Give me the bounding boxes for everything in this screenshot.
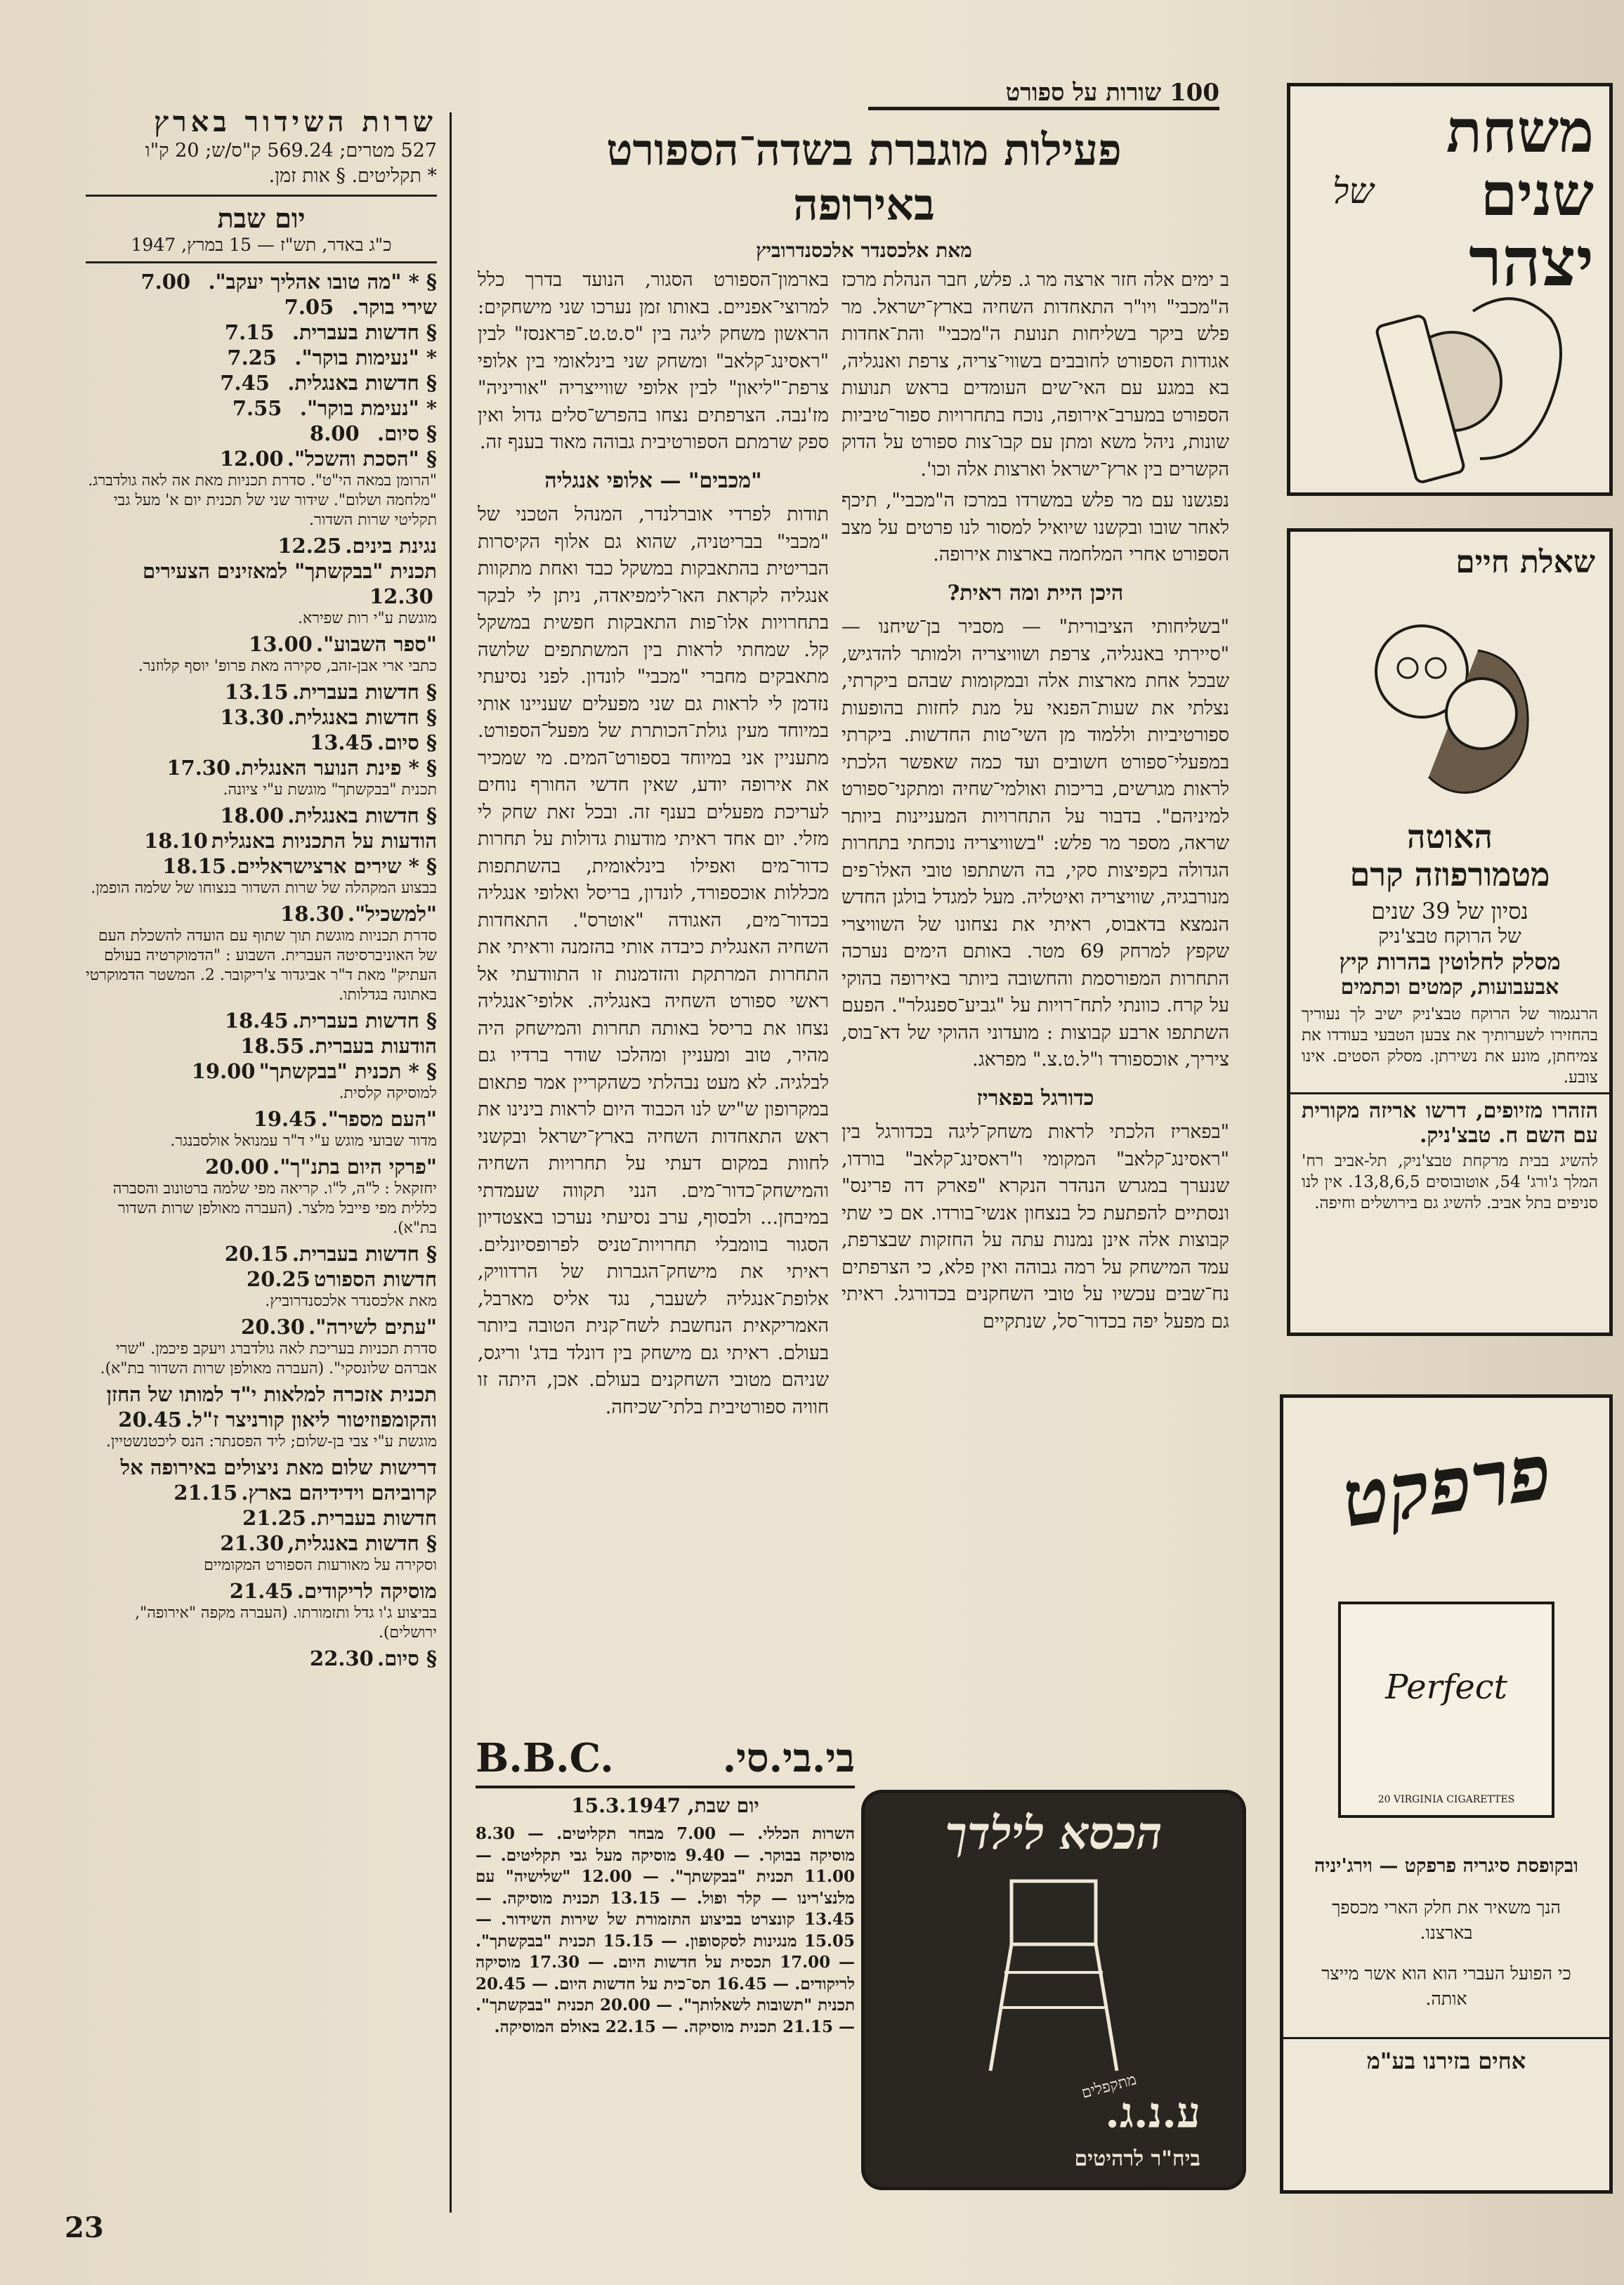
cream-ad-line2: מטמורפוזה קרם	[1349, 856, 1550, 893]
toothpaste-line3: של	[1332, 171, 1374, 211]
toothpaste-line2: שנים	[1480, 159, 1594, 229]
program-line	[86, 1154, 437, 1179]
program-title: § חדשות באנגלית,	[287, 1531, 437, 1555]
program-line	[86, 421, 437, 446]
program-time: 18.00	[220, 804, 284, 827]
toothpaste-line1: משחת	[1446, 96, 1594, 166]
program-item	[86, 1382, 437, 1452]
pack-subtitle: 20 VIRGINIA CIGARETTES	[1377, 1794, 1515, 1805]
bbc-schedule	[476, 1735, 855, 2038]
program-line	[86, 1008, 437, 1033]
program-note: למוסיקה קלסית.	[339, 1085, 437, 1102]
cigarette-pack	[1338, 1602, 1554, 1818]
program-item	[86, 558, 437, 629]
program-item	[86, 294, 437, 320]
divider	[86, 261, 437, 263]
program-time: 20.25	[247, 1267, 310, 1291]
program-time: 19.00	[191, 1059, 256, 1083]
program-time: 21.25	[242, 1506, 306, 1530]
program-title: חדשות הספורט	[314, 1267, 437, 1291]
program-line	[86, 1059, 437, 1084]
program-item	[86, 1033, 437, 1059]
page-number: 23	[65, 2211, 104, 2244]
subheading: היכן היית ומה ראית?	[947, 580, 1124, 605]
program-item	[86, 1314, 437, 1379]
column-rule	[450, 112, 452, 2213]
program-time: 20.00	[205, 1155, 269, 1179]
cigarette-line1: ובקופסת סיגריה פרפקט — וירג'יניה	[1314, 1855, 1578, 1877]
program-time: 7.25	[227, 346, 277, 369]
program-item	[86, 803, 437, 828]
chair-ad-brand: ע.נ.ג.	[1105, 2088, 1200, 2137]
program-line	[86, 1241, 437, 1266]
program-line	[86, 901, 437, 927]
program-title: * "נעימת בוקר".	[299, 396, 437, 420]
program-title: § חדשות בעברית.	[292, 1242, 437, 1266]
program-item	[86, 370, 437, 395]
cream-ad-line4: של הרוקח טבצ'ניק	[1378, 924, 1521, 948]
program-title: § * תכנית "בבקשתך"	[258, 1059, 437, 1083]
program-item	[86, 533, 437, 558]
article-column-left	[478, 267, 829, 1425]
program-note: וסקירה על מאורעות הספורט המקומיים	[204, 1557, 437, 1574]
program-time: 13.00	[249, 632, 313, 656]
radio-frequency: 527 מטרים; 569.24 ק"ס/ש; 20 ק"ו	[145, 140, 437, 162]
program-title: "למשכיל".	[348, 902, 437, 926]
program-item	[86, 1531, 437, 1576]
program-time: 20.15	[224, 1242, 289, 1266]
program-title: * "נעימות בוקר".	[294, 346, 437, 369]
program-time: 18.30	[280, 902, 344, 926]
article-title: פעילות מוגברת בשדה־הספורט באירופה	[606, 124, 1122, 230]
article-paragraph: "בשליחותי הציבורית" — מסביר בן־שיחנו — "סיירתי באנגליה, צרפת ושוויצריה ולמותר להדגיש, שבכל אחת מארצות אלה ובמקומות שבהם ביקרתי, נצלתי את שעות־הפנאי על מנת לחזות בהופעות ספורטיביות וללמוד מן השי־טות החדשות. ביקרתי במפעלי־ספורט חשובים ועד כמה שאפשר הלכתי לראות מגרשים, בריכות ואולמי־שחיה ומתקני־ספורט למיניהם". בדבור על התחרויות המעניינות ביותר שראה, מספר מר פלש: "בשוויצריה נוכחתי בתחרות הגדולה בקפיצות סקי, בה השתתפו טובי האלו־פים מנורבגיה, שוויצריה ואיטליה. מעל למגדל בולגן החדש הנמצא בדאבוס, ראיתי את נצחונו של השוויצרי שקפץ למרחק 69 מטר. באותם הימים נערכה התחרות המפורסמת והחשובה ביותר באירופה בהוקי על קרח. כוונתי לתח־רויות על "גביע־ספנגלר". הפעם השתתפו ארבע קבוצות : מועדוני ההוקי של דא־בוס, ציריך, אוכספורד ו"ל.ט.צ." מפראג.	[842, 616, 1229, 1071]
article-paragraph: נפגשנו עם מר פלש במשרדו במרכז ה"מכבי", תיכף לאחר שובו ובקשנו שיואיל למסור לנו פרטים על מצב הספורט אחרי המלחמה בארצות אירופה.	[842, 490, 1229, 565]
article-paragraph: תודות לפרדי אוברלנדר, המנהל הטכני של "מכבי" בבריטניה, שהוא גם אלוף הקיסרות הבריטית בהתאבקות במשקל כבד ואחת מתקוות אנגליה לקראת האו־לימפיאדה, ניתן לי לבקר בתחרויות אלו־פות התאבקות חפשית במשקל קל. שמחתי לראות בין המשתתפים שלושה מתאבקים מחברי "מכבי" לונדון. לפני נסיעתי נזדמן לי לראות גם שני מפעלים שעניינו אותי במיוחד מעין גולת־הכותרת של מפעל־הספורט. מתעניין אני במיוחד בספורט־המים. מי שמכיר את אירופה יודע, שאין חדשי החורף נוחים לעריכת מפעלים בענף זה. ובכל זאת שחק לי מזלי. יום אחד ראיתי מודעות גדולות על תחרות כדור־מים ואפילו בינלאומית, בהשתתפות מכללות אוכספורד, לונדון, בריסל ואלופי אנגליה בכדור־מים, האגודה "אוטרס". התאחדות השחיה האנגלית כיבדה אותי בהזמנה וראיתי את התחרות המרתקת והזדמנות זו התוודעתי אל ראשי ספורט השחיה באנגליה. אלופי־אנגליה נצחו את בריסל באותה תחרות והמישחק היה מהיר, טוב ומעניין ומהלכו שודר ברדיו גם לבלגיה. לא מעט נבהלתי כשהקריין אמר פתאום במקרופון ש"יש לנו הכבוד היום לראות בינינו את ראש התאחדות השחיה בארץ־ישראל ובקשני לחוות במקום דעתי על תחרויות השחיה והמישחק־כדור־מים. הנני תקווה שעמדתי במיבחן... ולבסוף, ערב נסיעתי נערכו באצטדיון הסגור בוומבלי תחרויות־טניס לפרופסיונלים. ראיתי את מישחק־הגברות של הרדוויק, אלופת־אנגליה לשעבר, נגד אליס מארבל, האמריקאית הנחשבת לשח־קנית הטובה ביותר בעולם. ראיתי גם מישחק בין דונלד בדג' וריגס, שניהם מטובי השחקנים בעולם. אכן, היתה זו חוויה ספורטיבית בלתי־שכיחה.	[478, 504, 829, 1418]
radio-legend: * תקליטים. § אות זמן.	[268, 165, 437, 187]
program-time: 18.15	[162, 854, 227, 878]
program-time: 17.30	[166, 756, 231, 780]
program-item	[86, 1455, 437, 1505]
bbc-date: יום שבת, 15.3.1947	[571, 1794, 759, 1817]
article-paragraph: "בפאריז הלכתי לראות משחק־ליגה בכדורגל בין "ראסינג־קלאב" המקומי ו"ראסינג־קלאב" בורדו, שנערך במגרש הנהדר הנקרא "פארק דה פרינס" ונסתיים להפתעת כל בנצחון אנשי־בורדו. אם כי שתי קבוצות אלה אינן נמנות עתה על החזקות שבצרפת, עמד המישחק על רמה גבוהה ואין פלא, כי הצרפתים נח־שבים עכשיו על טובי השחקנים בכדורגל. ראיתי גם מפעל יפה בכדור־סל, שנתקיים	[842, 1121, 1229, 1333]
program-line	[86, 755, 437, 780]
toothpaste-ad	[1287, 83, 1613, 496]
program-item	[86, 395, 437, 421]
cream-ad-title: שאלת חיים	[1455, 544, 1595, 580]
program-line	[86, 705, 437, 730]
program-list	[86, 269, 437, 1671]
program-line	[86, 828, 437, 853]
program-item	[86, 1154, 437, 1238]
subheading: כדורגל בפאריז	[976, 1085, 1094, 1111]
program-line	[86, 1033, 437, 1059]
program-item	[86, 679, 437, 705]
program-line	[86, 1266, 437, 1292]
program-item	[86, 345, 437, 370]
cigarette-footer: אחים בזירנו בע"מ	[1283, 2037, 1609, 2074]
program-time: 8.00	[310, 421, 360, 445]
program-time: 20.45	[118, 1408, 183, 1432]
program-item	[86, 705, 437, 730]
cream-ad-line1: האוטה	[1406, 818, 1493, 856]
program-note: "הרומן במאה הי"ט". סדרת תכניות מאת אה לאה גולדברג. "מלחמה ושלום". שידור שני של תכנית יום א' מעל גבי תקליטי שרות השדור.	[88, 472, 437, 529]
program-title: תכנית "בבקשתך" למאזינים הצעירים	[142, 559, 437, 583]
high-chair-illustration	[962, 1867, 1145, 2078]
cream-ad-line7: הרנגמור של הרוקח טבצ'ניק ישיב לך נעוריך בהחזירו לשערותיך את צבען הטבעי בעודדו את צמיחתן, מונע את נשירתן. מסלק הסטים. אינו צובע.	[1290, 1000, 1609, 1094]
cream-ad-line9: להשיג בבית מרקחת טבצ'ניק, תל-אביב רח' המלך ג'ורג' 54, אוטובוסים 13,8,6,5. אין לנו סניפים בתל אביב. להשיג גם בירושלים וחיפה.	[1302, 1152, 1598, 1212]
program-title: "פרקי היום בתנ"ך".	[273, 1155, 437, 1179]
program-title: דרישות שלום מאת ניצולים באירופה אל קרוביהם וידידיהם בארץ.	[120, 1455, 437, 1505]
program-title: § חדשות באנגלית.	[287, 705, 437, 729]
chair-ad-tag: מתקפלים	[1080, 2071, 1139, 2102]
program-time: 7.15	[224, 320, 275, 344]
program-time: 21.30	[220, 1531, 284, 1555]
program-item	[86, 1578, 437, 1643]
program-title: § חדשות באנגלית.	[287, 804, 437, 827]
article-kicker: 100 שורות על ספורט	[868, 79, 1219, 110]
program-line	[86, 803, 437, 828]
program-title: "ספר השבוע".	[316, 632, 437, 656]
program-title: "העם מספר".	[320, 1107, 437, 1131]
program-line	[86, 730, 437, 755]
program-title: § * שירים ארצישראליים.	[230, 854, 437, 878]
program-time: 7.45	[220, 371, 270, 395]
chair-ad	[861, 1790, 1246, 2190]
program-time: 18.45	[224, 1009, 289, 1033]
radio-schedule	[86, 105, 437, 1671]
cigarette-line2: הנך משאיר את חלק הארי מכספך בארצנו.	[1332, 1897, 1561, 1943]
program-line	[86, 370, 437, 395]
program-note: מוגשת ע"י צבי בן-שלום; ליד הפסנתר: הנס ליכטנשטיין.	[105, 1433, 437, 1451]
program-item	[86, 828, 437, 853]
program-item	[86, 1106, 437, 1151]
program-time: 12.30	[369, 584, 433, 608]
program-note: תכנית "בבקשתך" מוגשת ע"י ציונה.	[223, 781, 437, 799]
program-item	[86, 1646, 437, 1671]
program-time: 18.55	[240, 1034, 305, 1058]
program-title: § חדשות באנגלית.	[287, 371, 437, 395]
program-time: 13.30	[220, 705, 284, 729]
article-paragraph: ב ימים אלה חזר ארצה מר ג. פלש, חבר הנהלת מרכז ה"מכבי" ויו"ר התאחדות השחיה בארץ־ישראל. מר פלש ביקר בשליחות תנועת ה"מכבי" והת־אחדות אגודות הספורט לחובבים בשווי־צריה, צרפת ואנגליה, בא במגע עם האי־שים העומדים בראש תנועות הספורט במערב־אירופה, נוכח בתחרויות ספור־טיביות שונות, ניהל משא ומתן עם קבו־צות ספורט על הדוק הקשרים בין ארץ־ישראל וארצות אלה וכו'.	[842, 269, 1229, 480]
program-note: בבצוע המקהלה של שרות השדור בנצוחו של שלמה הופמן.	[91, 879, 437, 897]
program-item	[86, 853, 437, 898]
program-line	[86, 1531, 437, 1556]
toothpaste-line4: יצהר	[1469, 222, 1594, 301]
program-note: סדרת תכניות מוגשת תוך שתוף עם הועדה להשכלת העם של האוניברסיטה העברית. השבוע : "הדמוקרטיה בעולם העתיק" מאת ד"ר אביגדור צ'ריקובר. 2. המשטר הדמוקרטי באתונה בגדלותו.	[85, 927, 437, 1004]
pack-brand: Perfect	[1385, 1668, 1507, 1707]
program-line	[86, 558, 437, 609]
program-title: נגינת בינים.	[345, 534, 437, 558]
radio-date: כ"ג באדר, תש"ז — 15 במרץ, 1947	[131, 235, 392, 255]
chair-ad-footer: ביח"ר לרהיטים	[1074, 2147, 1200, 2171]
program-title: מוסיקה לריקודים.	[296, 1579, 437, 1603]
cream-ad	[1287, 528, 1613, 1336]
program-title: § חדשות בעברית.	[292, 320, 437, 344]
program-line	[86, 853, 437, 879]
article-byline: מאת אלכסנדר אלכסנדרוביץ	[756, 239, 972, 262]
radio-title: שרות השידור בארץ	[154, 105, 437, 138]
program-line	[86, 320, 437, 345]
program-line	[86, 1505, 437, 1531]
program-line	[86, 1314, 437, 1340]
program-title: הודעות בעברית.	[308, 1034, 437, 1058]
program-line	[86, 395, 437, 421]
program-title: תכנית אזכרה למלאות י"ד למותו של החזן והקומפוזיטור ליאון קורניצר ז"ל.	[106, 1382, 437, 1432]
couple-illustration	[1344, 594, 1555, 805]
cream-ad-line3: נסיון של 39 שנים	[1371, 898, 1528, 924]
cream-ad-line5: מסלק לחלוטין בהרות קיץ	[1339, 948, 1561, 975]
program-item	[86, 631, 437, 676]
program-title: § חדשות בעברית.	[292, 1009, 437, 1033]
program-item	[86, 1008, 437, 1033]
program-title: § סיום.	[377, 1646, 437, 1670]
program-note: מדור שבועי מוגש ע"י ד"ר עמנואל אולסבנגר.	[170, 1132, 437, 1150]
subheading: "מכבים" — אלופי אנגליה	[544, 468, 762, 493]
program-time: 22.30	[310, 1646, 374, 1670]
program-note: יחזקאל : ל"ה, ל"ו. קריאה מפי שלמה ברטונוב והסברה כללית מפי פייבל מלצר. (העברה מאולפן שרות השדור בת"א).	[112, 1180, 437, 1237]
program-line	[86, 1578, 437, 1604]
program-line	[86, 1455, 437, 1505]
program-time: 20.30	[241, 1315, 305, 1339]
divider	[86, 195, 437, 197]
program-note: בביצוע ג'ו גדל ותזמורתו. (העברה מקפה "אירופה", ירושלים).	[135, 1604, 437, 1642]
program-line	[86, 294, 437, 320]
cream-ad-line6: אבעבועות, קמטים וכתמים	[1340, 975, 1559, 1000]
bbc-title-hebrew: בי.בי.סי.	[722, 1735, 855, 1781]
program-line	[86, 533, 437, 558]
chair-ad-title: הכסא לילדך	[945, 1807, 1163, 1860]
program-item	[86, 1059, 437, 1104]
program-line	[86, 345, 437, 370]
program-item	[86, 730, 437, 755]
program-title: § "הסכת והשכל".	[287, 447, 437, 471]
program-item	[86, 901, 437, 1005]
program-item	[86, 446, 437, 530]
cigarette-line3: כי הפועל העברי הוא הוא אשר מייצר אותה.	[1321, 1963, 1571, 2009]
program-title: § סיום.	[377, 421, 437, 445]
program-title: § * "מה טובו אהליך יעקב".	[208, 270, 437, 294]
program-note: סדרת תכניות בעריכת לאה גולדברג ויעקב פיכמן. "שרי אברהם שלונסקי". (העברה מאולפן שרות השדור בת"א).	[100, 1340, 437, 1377]
program-note: כתבי ארי אבן-זהב, סקירה מאת פרופ' יוסף קלוזנר.	[138, 657, 437, 675]
program-item	[86, 755, 437, 800]
program-line	[86, 446, 437, 471]
program-item	[86, 1266, 437, 1311]
program-title: הודעות על התכניות באנגלית	[211, 829, 437, 853]
program-time: 13.45	[310, 731, 374, 754]
program-line	[86, 1106, 437, 1132]
perfect-logo: פרפקט	[1335, 1425, 1557, 1545]
program-title: חדשות בעברית.	[310, 1506, 437, 1530]
program-title: § חדשות בעברית.	[292, 680, 437, 704]
program-time: 7.55	[232, 396, 282, 420]
program-line	[86, 269, 437, 294]
program-time: 13.15	[224, 680, 289, 704]
program-time: 19.45	[253, 1107, 317, 1131]
bbc-body: השרות הכללי. — 7.00 מבחר תקליטים. — 8.30 מוסיקה בבוקר. — 9.40 מוסיקה מעל גבי תקליטים. — 11.00 תכנית "בבקשתך". — 12.00 "שלישיה" עם מלנצ'רינו — קלר ופול. — 13.15 תכנית מוסיקה. — 13.45 קונצרט בביצוע התזמורת של שירות השידור. — 15.05 מנגינות לסקסופון. — 15.15 תכנית "בבקשתך". — 17.00 תכסית על חדשות היום. — 17.30 מוסיקה לריקודים. — 16.45 תס־כית על חדשות היום. — 20.45 תכנית "תשובות לשאלותך". — 20.00 תכנית "בבקשתך". — 21.15 תכנית מוסיקה. — 22.15 באולם המוסיקה.	[476, 1824, 855, 2036]
bbc-title-english: B.B.C.	[476, 1735, 614, 1781]
program-line	[86, 679, 437, 705]
program-line	[86, 1382, 437, 1432]
program-time: 21.15	[173, 1481, 238, 1505]
program-time: 21.45	[229, 1579, 294, 1603]
program-title: § סיום.	[377, 731, 437, 754]
program-note: מוגשת ע"י רות שפירא.	[298, 610, 437, 627]
cream-ad-line8: הזהרו מזיופים, דרשו אריזה מקורית עם השם ח. טבצ'ניק.	[1302, 1099, 1598, 1148]
radio-day: יום שבת	[217, 202, 306, 234]
program-time: 18.10	[144, 829, 208, 853]
program-time: 7.05	[284, 295, 334, 319]
program-item	[86, 1241, 437, 1266]
program-item	[86, 1505, 437, 1531]
program-line	[86, 1646, 437, 1671]
program-time: 12.00	[219, 447, 284, 471]
program-title: שירי בוקר.	[351, 295, 437, 319]
program-time: 7.00	[140, 270, 191, 294]
program-item	[86, 421, 437, 446]
program-note: מאת אלכסנדר אלכסנדרוביץ.	[265, 1292, 437, 1310]
cigarette-ad	[1280, 1394, 1613, 2194]
program-title: "עתים לשירה".	[308, 1315, 437, 1339]
program-item	[86, 320, 437, 345]
program-item	[86, 269, 437, 294]
article-paragraph: בארמון־הספורט הסגור, הנועד בדרך כלל למרוצי־אפניים. באותו זמן נערכו שני מישחקים: הראשון משחק ליגה בין "ס.ט.ט.־פראנסז" לבין "ראסינג־קלאב" ומשחק שני בינלאומי בין אלופי צרפת־"ליאון" לבין אלופי שווייצריה "אוריניה" מז'נבה. הצרפתים נצחו בהפרש־סלים גדול ואין ספק שרמתם הספורטיבית גבוהה מאוד בענף זה.	[478, 269, 829, 453]
program-line	[86, 631, 437, 657]
article-column-right	[842, 267, 1229, 1340]
program-time: 12.25	[277, 534, 342, 558]
program-title: § * פינת הנוער האנגלית.	[234, 756, 437, 780]
